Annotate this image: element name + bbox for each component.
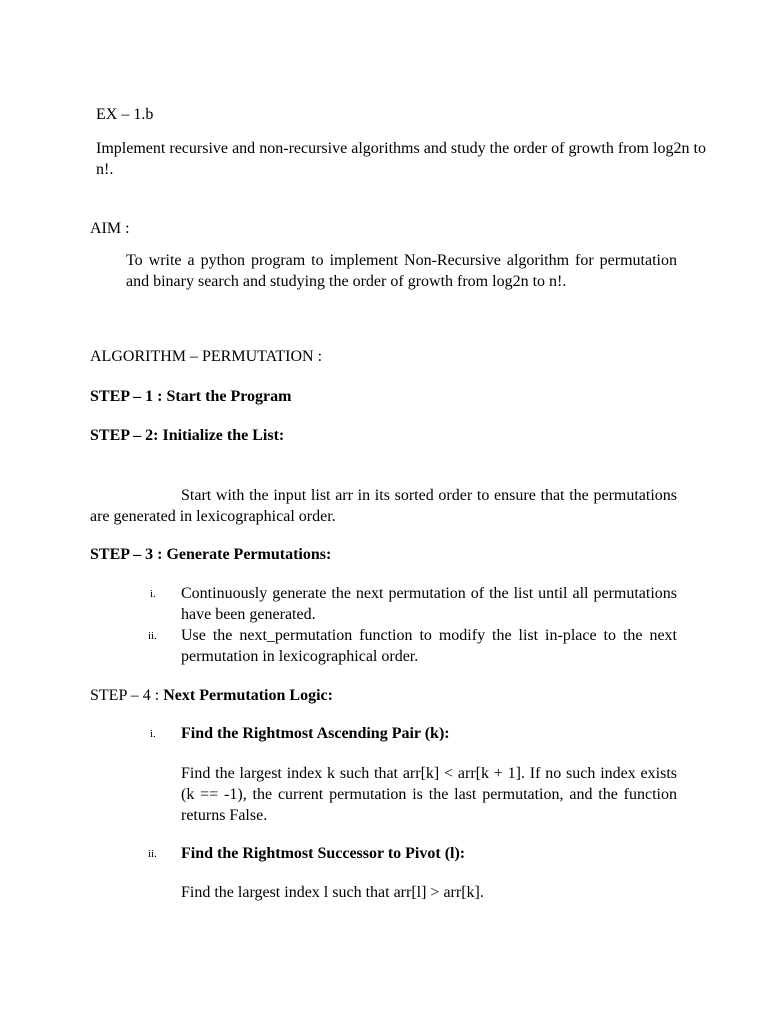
step-4-item-1-heading: Find the Rightmost Ascending Pair (k): [181, 725, 450, 742]
step-4-item-2-text: Find the largest index l such that arr[l] > arr[k]. [181, 884, 484, 901]
step-1-heading: STEP – 1 : Start the Program [90, 388, 292, 405]
step-4-title: Next Permutation Logic: [163, 687, 333, 704]
step-4-prefix: STEP – 4 : [90, 687, 164, 704]
step-3-heading: STEP – 3 : Generate Permutations: [90, 546, 332, 563]
aim-heading: AIM : [90, 220, 130, 237]
algorithm-heading: ALGORITHM – PERMUTATION : [90, 348, 323, 365]
step-4-heading [90, 685, 333, 706]
step-2-heading: STEP – 2: Initialize the List: [90, 427, 285, 444]
step-2-paragraph: Start with the input list arr in its sorted order to ensure that the permutations are generated in lexicographical order. [90, 487, 677, 525]
exercise-number: EX – 1.b [96, 106, 154, 123]
step-3-item-1: Continuously generate the next permutation of the list until all permutations have been generated. [181, 585, 677, 623]
step-4-item-2-heading: Find the Rightmost Successor to Pivot (l): [181, 845, 466, 862]
list-numeral: ii. [148, 630, 157, 642]
step-4-item-1-text: Find the largest index k such that arr[k] < arr[k + 1]. If no such index exists (k == -1), the current permutation is the last permutation, and the function returns False. [181, 765, 677, 824]
exercise-title: Implement recursive and non-recursive algorithms and study the order of growth from log2n to n!. [96, 140, 706, 178]
step-3-item-2: Use the next_permutation function to modify the list in-place to the next permutation in lexicographical order. [181, 627, 677, 665]
list-numeral: ii. [148, 848, 157, 860]
aim-text: To write a python program to implement Non-Recursive algorithm for permutation and binary search and studying the order of growth from log2n to n!. [126, 252, 677, 290]
list-numeral: i. [150, 728, 156, 740]
list-numeral: i. [150, 588, 156, 600]
